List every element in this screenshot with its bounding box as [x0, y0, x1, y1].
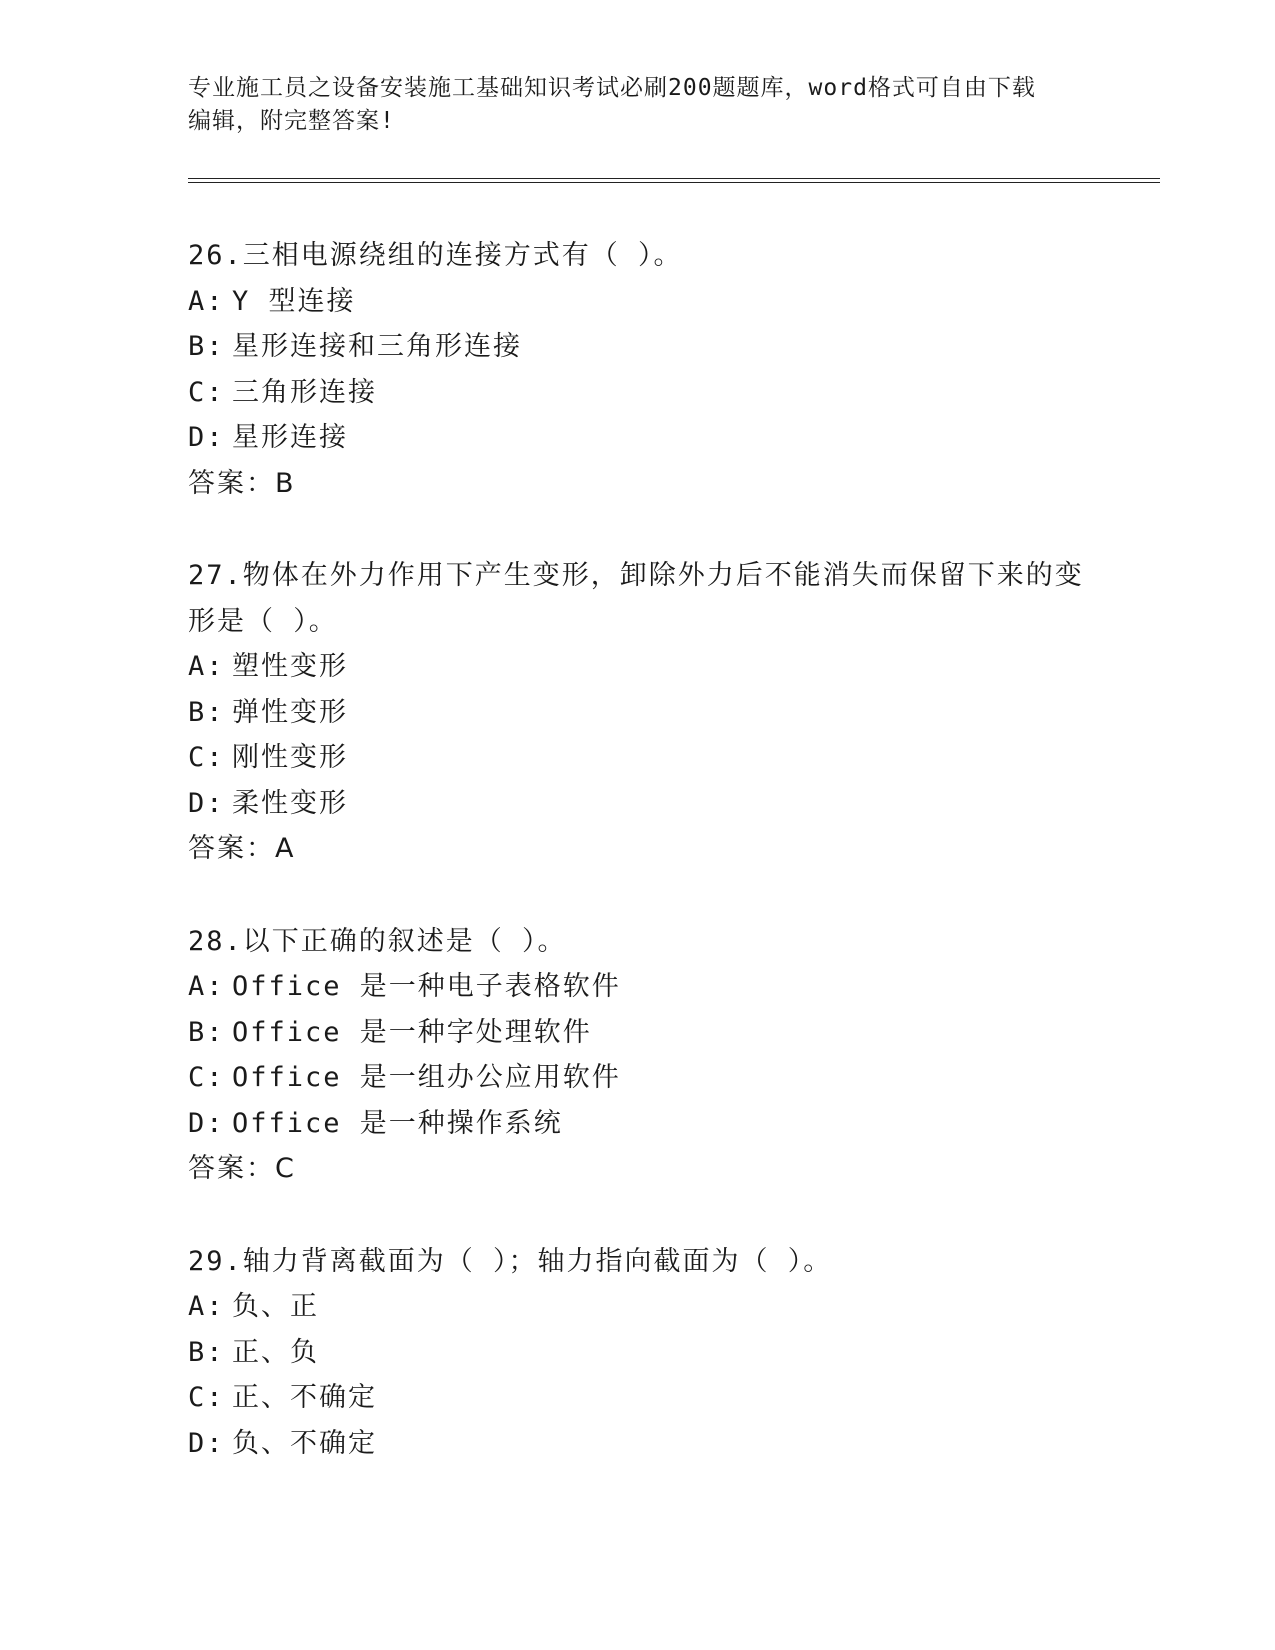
option-text: 星形连接和三角形连接 [232, 331, 522, 362]
option-b [188, 1010, 1088, 1056]
option-letter: B: [188, 1336, 225, 1368]
option-text: 星形连接 [232, 422, 348, 453]
question-26 [188, 233, 1088, 506]
option-text: 弹性变形 [232, 696, 348, 728]
option-letter: C: [188, 742, 225, 773]
option-text: Y 型连接 [232, 285, 356, 317]
question-list [188, 233, 1088, 1513]
option-text: 刚性变形 [232, 742, 348, 773]
option-text: 负、不确定 [232, 1427, 377, 1459]
question-text: 26.三相电源绕组的连接方式有（ ）。 [188, 240, 683, 271]
option-text: 正、不确定 [232, 1382, 377, 1413]
question-27 [188, 553, 1088, 872]
option-letter: A: [188, 971, 225, 1002]
option-d [188, 1421, 1088, 1467]
option-b [188, 324, 1088, 370]
header-title-line-2: 编辑，附完整答案! [188, 108, 395, 134]
question-text: 28.以下正确的叙述是（ ）。 [188, 925, 567, 957]
option-c [188, 370, 1088, 416]
option-c [188, 1055, 1088, 1101]
option-letter: A: [188, 285, 225, 317]
option-text: Office 是一种电子表格软件 [232, 971, 621, 1002]
option-text: 柔性变形 [232, 787, 348, 819]
option-letter: B: [188, 331, 225, 362]
header-title-line-1: 专业施工员之设备安装施工基础知识考试必刷200题题库，word格式可自由下载 [188, 75, 1036, 101]
option-a [188, 1284, 1088, 1330]
option-text: 正、负 [232, 1336, 319, 1368]
option-a [188, 964, 1088, 1010]
option-c [188, 735, 1088, 781]
option-a [188, 279, 1088, 325]
option-text: 负、正 [232, 1291, 319, 1322]
option-text: Office 是一种操作系统 [232, 1107, 563, 1139]
document-header [188, 72, 1158, 138]
option-b [188, 690, 1088, 736]
question-29 [188, 1239, 1088, 1467]
option-text: Office 是一组办公应用软件 [232, 1062, 621, 1093]
option-letter: D: [188, 1427, 225, 1459]
option-text: 塑性变形 [232, 651, 348, 682]
option-letter: C: [188, 376, 225, 408]
answer-line: 答案：A [188, 833, 296, 864]
option-letter: D: [188, 1107, 225, 1139]
option-d [188, 415, 1088, 461]
option-d [188, 1101, 1088, 1147]
option-letter: B: [188, 1016, 225, 1048]
option-c [188, 1375, 1088, 1421]
header-divider [188, 178, 1160, 183]
option-d [188, 781, 1088, 827]
question-text: 29.轴力背离截面为（ ）；轴力指向截面为（ ）。 [188, 1245, 833, 1277]
question-text-continued: 形是（ ）。 [188, 605, 338, 637]
option-b [188, 1330, 1088, 1376]
answer-line: 答案：B [188, 467, 296, 499]
option-letter: C: [188, 1382, 225, 1413]
option-text: 三角形连接 [232, 376, 377, 408]
question-28 [188, 919, 1088, 1192]
option-letter: C: [188, 1062, 225, 1093]
option-letter: A: [188, 1291, 225, 1322]
option-letter: D: [188, 422, 225, 453]
option-a [188, 644, 1088, 690]
option-letter: D: [188, 787, 225, 819]
question-text: 27.物体在外力作用下产生变形，卸除外力后不能消失而保留下来的变 [188, 560, 1084, 591]
answer-line: 答案：C [188, 1153, 296, 1184]
option-letter: A: [188, 651, 225, 682]
option-text: Office 是一种字处理软件 [232, 1016, 592, 1048]
option-letter: B: [188, 696, 225, 728]
